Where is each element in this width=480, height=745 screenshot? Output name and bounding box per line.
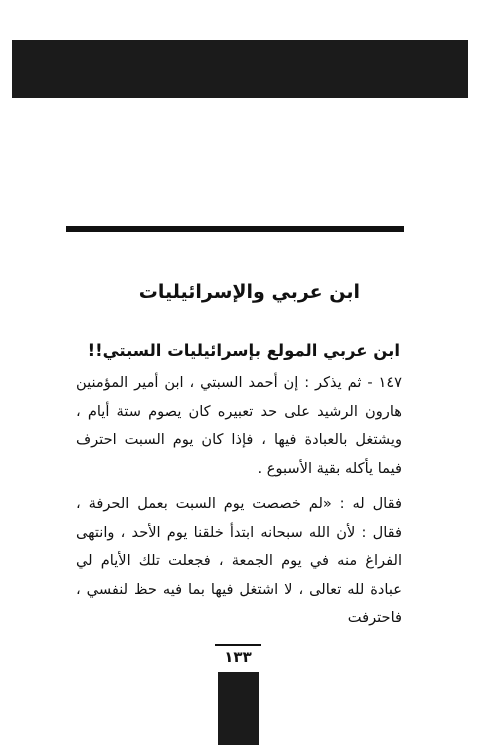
section-heading: ابن عربي المولع بإسرائيليات السبتي!! xyxy=(87,341,400,360)
page-number: ١٣٣ xyxy=(215,644,261,670)
footer-block xyxy=(218,672,259,745)
paragraph-1: ١٤٧ - ثم يذكر : إن أحمد السبتي ، ابن أمير المؤمنين هارون الرشيد على حد تعبيره كان يصوم ستة أيام ، ويشتغل بالعبادة فيها ، فإذا كان يوم السبت احترف فيما يأكله بقية الأسبوع . xyxy=(76,374,402,477)
header-band xyxy=(12,40,468,98)
paragraph-2: فقال له : «لم خصصت يوم السبت بعمل الحرفة ، فقال : لأن الله سبحانه ابتدأ خلقنا يوم الأحد ، وانتهى الفراغ منه في يوم الجمعة ، فجعلت تلك الأيام لي عبادة لله تعالى ، لا اشتغل فيها بما فيه حظ لنفسي ، فاحترفت xyxy=(76,495,402,626)
chapter-rule xyxy=(66,226,404,232)
chapter-title: ابن عربي والإسرائيليات xyxy=(138,281,360,303)
